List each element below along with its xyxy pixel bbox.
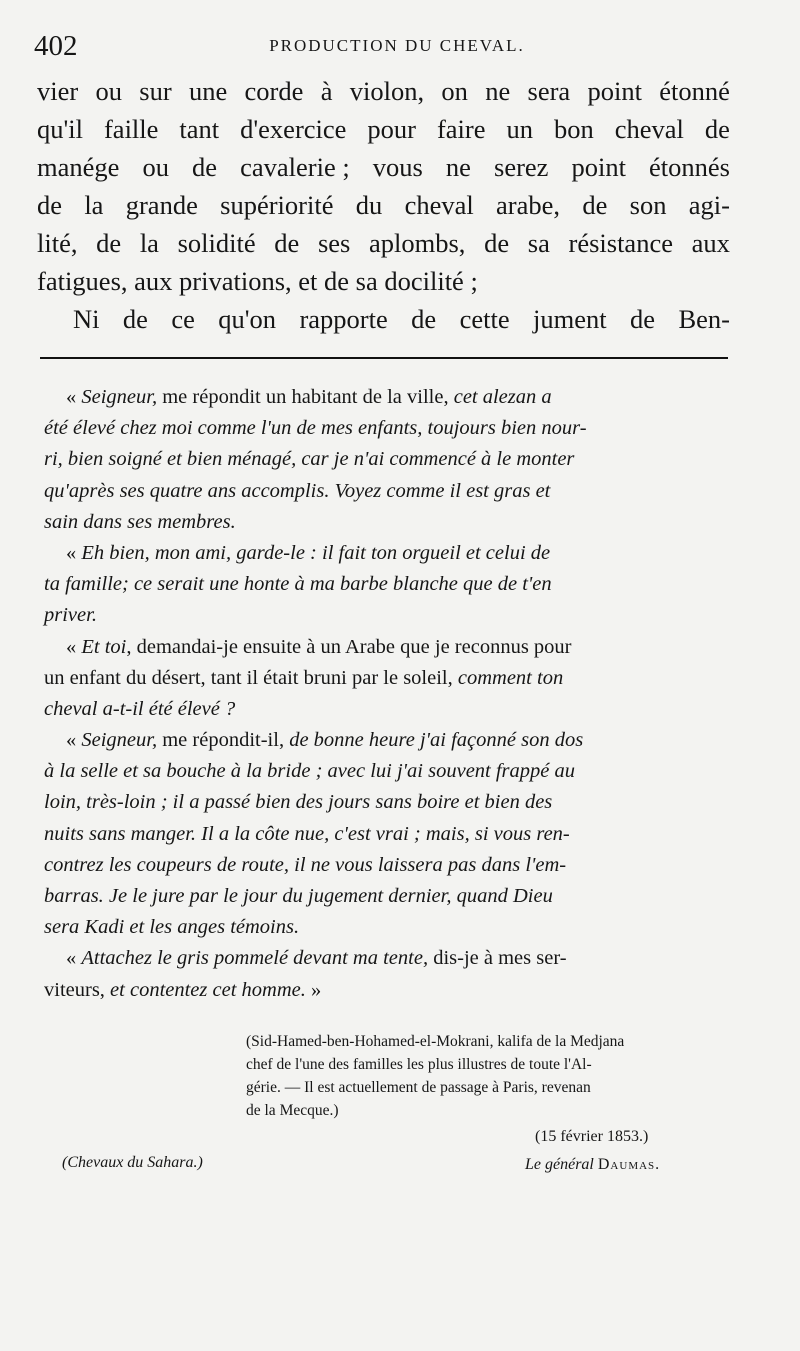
signature-name: Daumas. — [597, 1156, 661, 1173]
footnote-line: sera Kadi et les anges témoins. — [44, 916, 300, 939]
footnote-line: un enfant du désert, tant il était bruni par le soleil, comment ton — [44, 666, 564, 689]
text-line: Ni de ce qu'on rapporte de cette jument de Ben- — [73, 304, 730, 334]
running-title: PRODUCTION DU CHEVAL. — [269, 36, 525, 55]
page-header — [34, 30, 730, 66]
footnote-line: cheval a-t-il été élevé ? — [44, 697, 236, 720]
source-note-line: chef de l'une des familles les plus illustres de toute l'Al- — [246, 1056, 592, 1073]
footnote-line: « Seigneur, me répondit-il, de bonne heure j'ai façonné son dos — [66, 729, 584, 752]
signature — [525, 1156, 660, 1174]
date-line: (15 février 1853.) — [535, 1128, 649, 1145]
text-line: vier ou sur une corde à violon, on ne sera point étonné — [37, 76, 730, 106]
text-line: manége ou de cavalerie ; vous ne serez point étonnés — [37, 152, 730, 182]
footnote-line: contrez les coupeurs de route, il ne vous laissera pas dans l'em- — [44, 853, 567, 876]
source-note-line: de la Mecque.) — [246, 1102, 339, 1119]
source-note — [246, 1030, 732, 1122]
footnote-line: été élevé chez moi comme l'un de mes enfants, toujours bien nour- — [44, 417, 587, 440]
source-note-line: gérie. — Il est actuellement de passage à Paris, revenan — [246, 1079, 591, 1096]
page-number: 402 — [34, 30, 78, 62]
citation: (Chevaux du Sahara.) — [62, 1154, 203, 1171]
footnote-line: viteurs, et contentez cet homme. » — [44, 978, 322, 1001]
footnote-line: « Seigneur, me répondit un habitant de la ville, cet alezan a — [66, 386, 552, 408]
text-line: lité, de la solidité de ses aplombs, de sa résistance aux — [37, 228, 730, 258]
signature-prefix: Le général — [525, 1156, 594, 1173]
footnote-rule — [40, 357, 728, 359]
footnote-line: « Et toi, demandai-je ensuite à un Arabe que je reconnus pour — [66, 635, 572, 658]
footnote-line: qu'après ses quatre ans accomplis. Voyez comme il est gras et — [44, 479, 551, 502]
main-text — [37, 72, 730, 338]
footnote-line: « Attachez le gris pommelé devant ma tente, dis-je à mes ser- — [66, 947, 567, 970]
text-line: qu'il faille tant d'exercice pour faire un bon cheval de — [37, 114, 730, 144]
footnote-line: loin, très-loin ; il a passé bien des jours sans boire et bien des — [44, 791, 553, 814]
text-line: fatigues, aux privations, et de sa docilité ; — [37, 266, 478, 296]
text-line: de la grande supériorité du cheval arabe, de son agi- — [37, 190, 730, 220]
footnote-line: ta famille; ce serait une honte à ma barbe blanche que de t'en — [44, 573, 552, 596]
footnote-line: priver. — [44, 604, 97, 627]
footnote-line: ri, bien soigné et bien ménagé, car je n'ai commencé à le monter — [44, 448, 575, 471]
source-note-line: (Sid-Hamed-ben-Hohamed-el-Mokrani, kalifa de la Medjana — [246, 1033, 625, 1050]
footnote — [44, 382, 734, 1006]
footnote-line: nuits sans manger. Il a la côte nue, c'est vrai ; mais, si vous ren- — [44, 822, 570, 845]
footnote-line: barras. Je le jure par le jour du jugement dernier, quand Dieu — [44, 885, 553, 907]
footnote-line: « Eh bien, mon ami, garde-le : il fait ton orgueil et celui de — [66, 541, 551, 564]
footnote-line: à la selle et sa bouche à la bride ; avec lui j'ai souvent frappé au — [44, 760, 576, 783]
footnote-line: sain dans ses membres. — [44, 510, 236, 533]
